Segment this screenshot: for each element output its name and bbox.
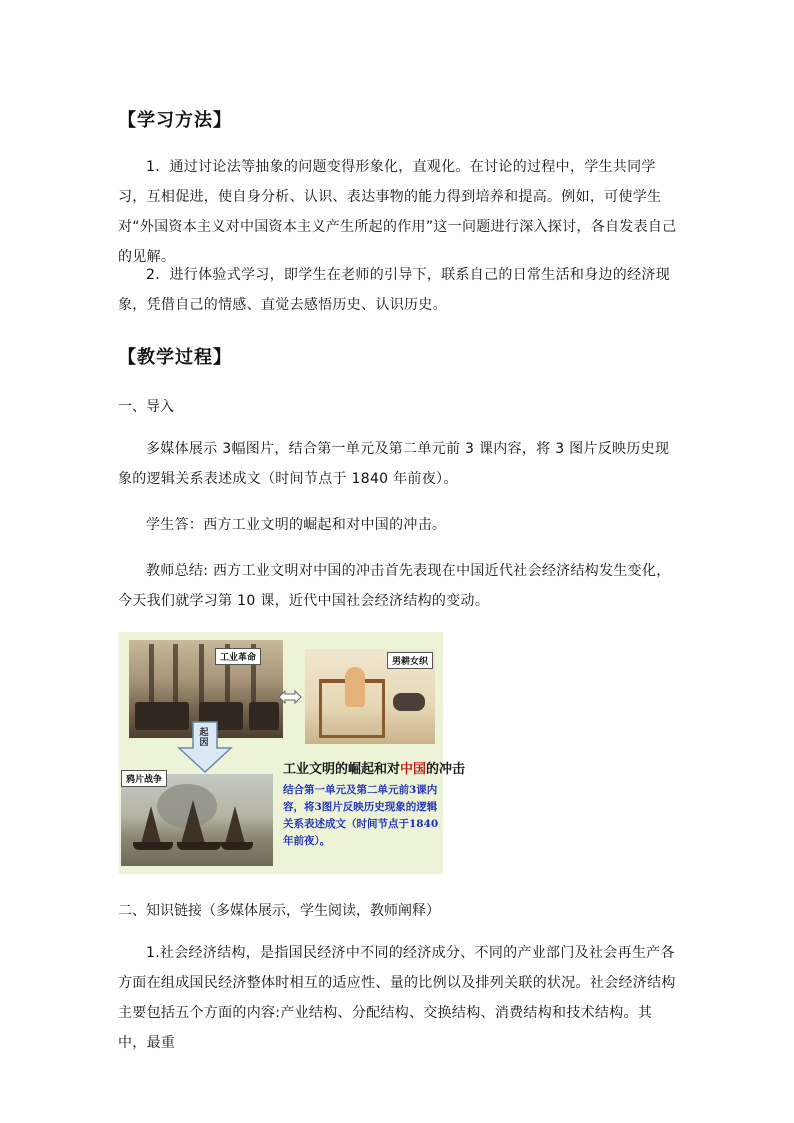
section-1-title: 一、导入 <box>118 399 174 415</box>
teaching-process-heading: 【教学过程】 <box>118 347 232 368</box>
opium-war-label: 鸦片战争 <box>121 770 167 787</box>
knowledge-paragraph-1: 1.社会经济结构，是指国民经济中不同的经济成分、不同的产业部门及社会再生产各方面在组成国民经济整体时相互的适应性、量的比例以及排列关联的状况。社会经济结构主要包括五个方面的内容:产业结构、分配结构、交换结构、消费结构和技术结构。其中，最重 <box>118 945 676 1051</box>
farming-weaving-label: 男耕女织 <box>387 652 433 669</box>
method-paragraph-2: 2．进行体验式学习，即学生在老师的引导下，联系自己的日常生活和身边的经济现象，凭借自己的情感、直觉去感悟历史、认识历史。 <box>118 267 671 313</box>
intro-paragraph-3: 教师总结: 西方工业文明对中国的冲击首先表现在中国近代社会经济结构发生变化，今天我们就学习第 10 课，近代中国社会经济结构的变动。 <box>118 563 671 609</box>
method-paragraph-1: 1．通过讨论法等抽象的问题变得形象化，直观化。在讨论的过程中，学生共同学习，互相促进，使自身分析、认识、表达事物的能力得到培养和提高。例如，可使学生对“外国资本主义对中国资本主义产生所起的作用”这一问题进行深入探讨，各自发表自己的见解。 <box>118 159 677 265</box>
double-arrow-icon <box>279 690 301 704</box>
opium-war-picture <box>121 774 273 866</box>
intro-paragraph-2: 学生答：西方工业文明的崛起和对中国的冲击。 <box>146 517 447 533</box>
lesson-slide-image <box>119 632 466 874</box>
slide-title: 工业文明的崛起和对中国的冲击 <box>283 762 466 777</box>
industrial-revolution-label: 工业革命 <box>215 648 261 665</box>
intro-paragraph-1: 多媒体展示 3幅图片，结合第一单元及第二单元前 3 课内容，将 3 图片反映历史现象的逻辑关系表述成文（时间节点于 1840 年前夜）。 <box>118 441 670 487</box>
learning-method-heading: 【学习方法】 <box>118 110 232 131</box>
section-2-title: 二、知识链接（多媒体展示，学生阅读，教师阐释） <box>118 903 440 919</box>
slide-body-text: 结合第一单元及第二单元前3课内容，将3图片反映历史现象的逻辑关系表述成文（时间节点于1840年前夜）。 <box>283 784 439 847</box>
arrow-cause-text: 起因 <box>199 728 209 748</box>
